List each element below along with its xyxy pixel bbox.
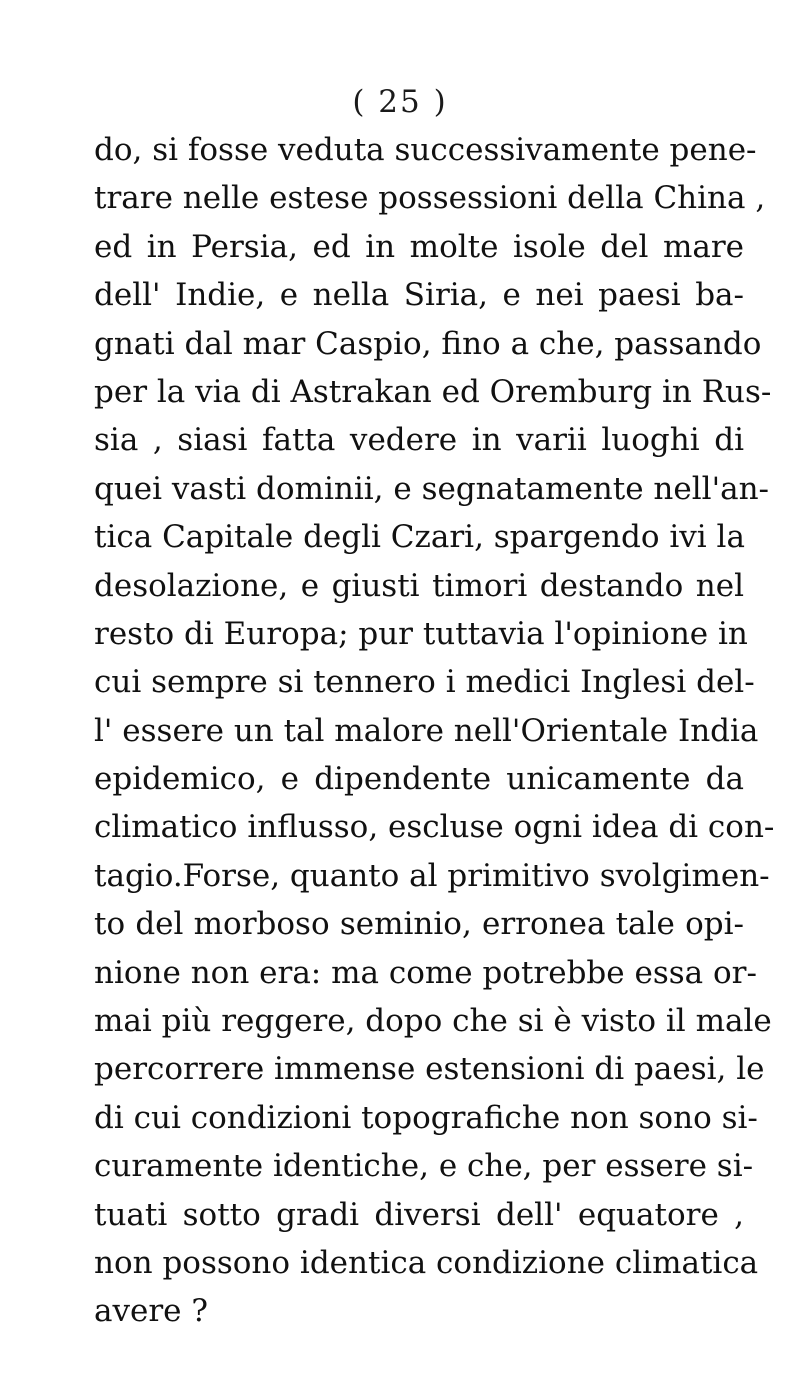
text-line: resto di Europa; pur tuttavia l'opinione in (94, 615, 748, 652)
text-line: avere ? (94, 1293, 208, 1330)
text-line: mai più reggere, dopo che si è visto il male (94, 1003, 772, 1040)
text-line: tica Capitale degli Czari, spargendo ivi la (94, 519, 745, 556)
text-line: cui sempre si tennero i medici Inglesi del- (94, 664, 755, 701)
text-line: curamente identiche, e che, per essere si- (94, 1148, 754, 1185)
text-line: epidemico, e dipendente unicamente da (94, 761, 744, 798)
text-line: to del morboso seminio, erronea tale opi- (94, 906, 744, 943)
text-line: percorrere immense estensioni di paesi, le (94, 1051, 765, 1088)
page-number: ( 25 ) (352, 84, 448, 120)
text-line: dell' Indie, e nella Siria, e nei paesi ba- (94, 277, 744, 314)
text-line: tuati sotto gradi diversi dell' equatore , (94, 1196, 744, 1233)
text-line: gnati dal mar Caspio, fino a che, passando (94, 325, 762, 362)
text-line: ed in Persia, ed in molte isole del mare (94, 228, 744, 265)
text-line: trare nelle estese possessioni della China , (94, 180, 766, 217)
text-line: tagio.Forse, quanto al primitivo svolgimen- (94, 857, 770, 894)
text-line: quei vasti dominii, e segnatamente nell'an- (94, 470, 770, 507)
text-line: nione non era: ma come potrebbe essa or- (94, 954, 757, 991)
text-line: sia , siasi fatta vedere in varii luoghi di (94, 422, 744, 459)
text-line: per la via di Astrakan ed Oremburg in Rus- (94, 373, 772, 410)
text-line: non possono identica condizione climatica (94, 1244, 759, 1281)
text-line: climatico influsso, escluse ogni idea di con- (94, 809, 775, 846)
text-line: l' essere un tal malore nell'Orientale India (94, 712, 759, 749)
body-text (94, 126, 775, 1336)
text-line: do, si fosse veduta successivamente pene- (94, 132, 757, 168)
text-line: di cui condizioni topografiche non sono si- (94, 1099, 758, 1136)
text-line: desolazione, e giusti timori destando nel (94, 567, 744, 604)
